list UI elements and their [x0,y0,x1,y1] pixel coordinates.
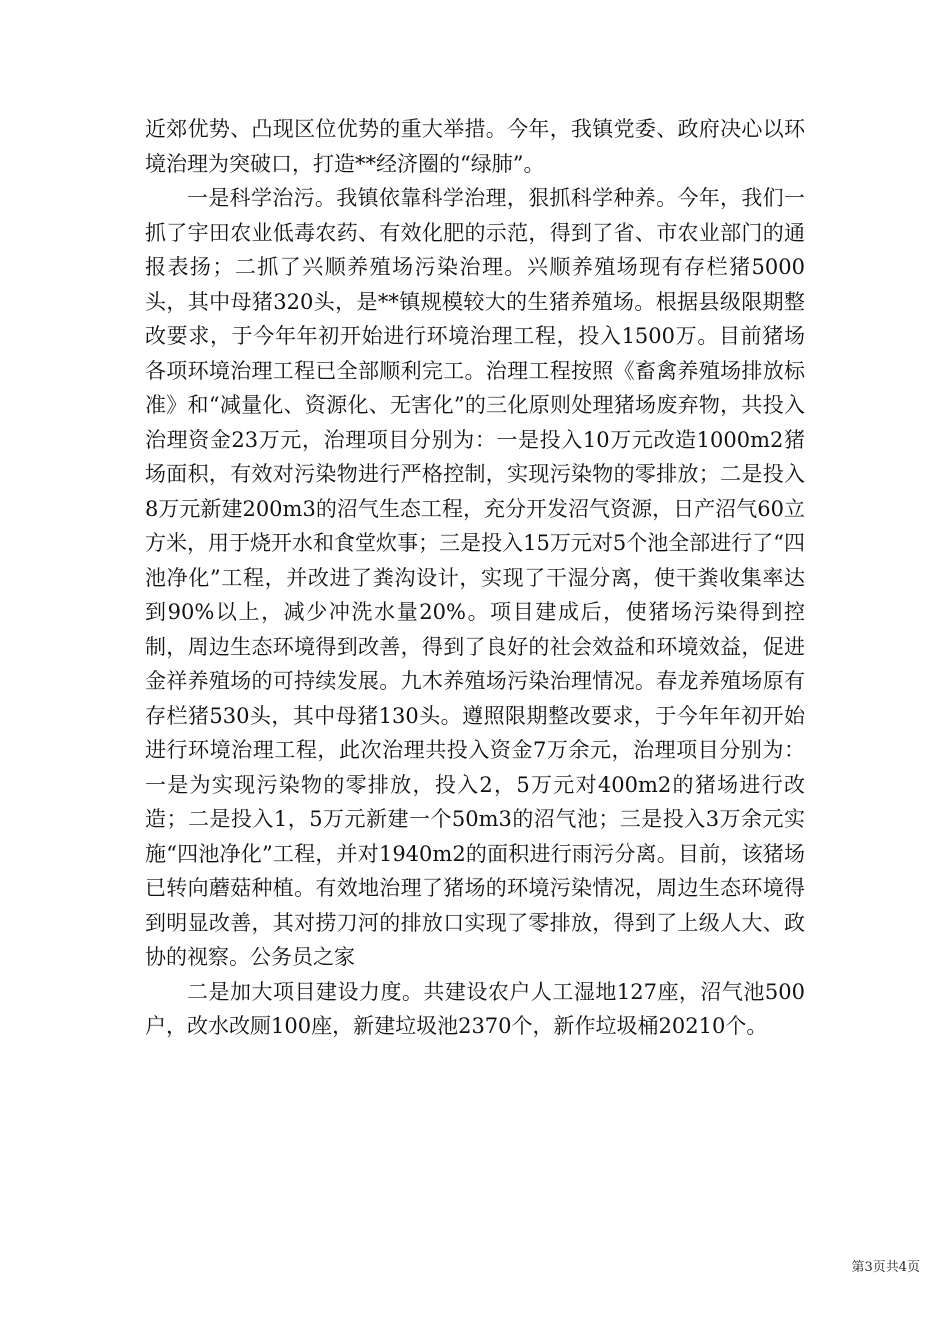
document-body [145,112,805,1044]
paragraph-intro-continuation: 近郊优势、凸现区位优势的重大举措。今年，我镇党委、政府决心以环境治理为突破口，打造**经济圈的“绿肺”。 [145,117,805,176]
paragraph-project-construction: 二是加大项目建设力度。共建设农户人工湿地127座，沼气池500户，改水改厕100座，新建垃圾池2370个，新作垃圾桶20210个。 [145,979,805,1038]
page-number-footer: 第3页共4页 [851,1260,920,1275]
paragraph-scientific-pollution-control: 一是科学治污。我镇依靠科学治理，狠抓科学种养。今年，我们一抓了宇田农业低毒农药、有效化肥的示范，得到了省、市农业部门的通报表扬；二抓了兴顺养殖场污染治理。兴顺养殖场现有存栏猪5000头，其中母猪320头，是**镇规模较大的生猪养殖场。根据县级限期整改要求，于今年年初开始进行环境治理工程，投入1500万。目前猪场各项环境治理工程已全部顺利完工。治理工程按照《畜禽养殖场排放标准》和“减量化、资源化、无害化”的三化原则处理猪场废弃物，共投入治理资金23万元，治理项目分别为：一是投入10万元改造1000m2猪场面积，有效对污染物进行严格控制，实现污染物的零排放；二是投入8万元新建200m3的沼气生态工程，充分开发沼气资源，日产沼气60立方米，用于烧开水和食堂炊事；三是投入15万元对5个池全部进行了“四池净化”工程，并改进了粪沟设计，实现了干湿分离，使干粪收集率达到90%以上，减少冲洗水量20%。项目建成后，使猪场污染得到控制，周边生态环境得到改善，得到了良好的社会效益和环境效益，促进金祥养殖场的可持续发展。九木养殖场污染治理情况。春龙养殖场原有存栏猪530头，其中母猪130头。遵照限期整改要求，于今年年初开始进行环境治理工程，此次治理共投入资金7万余元，治理项目分别为：一是为实现污染物的零排放，投入2，5万元对400m2的猪场进行改造；二是投入1，5万元新建一个50m3的沼气池；三是投入3万余元实施“四池净化”工程，并对1940m2的面积进行雨污分离。目前，该猪场已转向蘑菇种植。有效地治理了猪场的环境污染情况，周边生态环境得到明显改善，其对捞刀河的排放口实现了零排放，得到了上级人大、政协的视察。公务员之家 [145,186,805,969]
